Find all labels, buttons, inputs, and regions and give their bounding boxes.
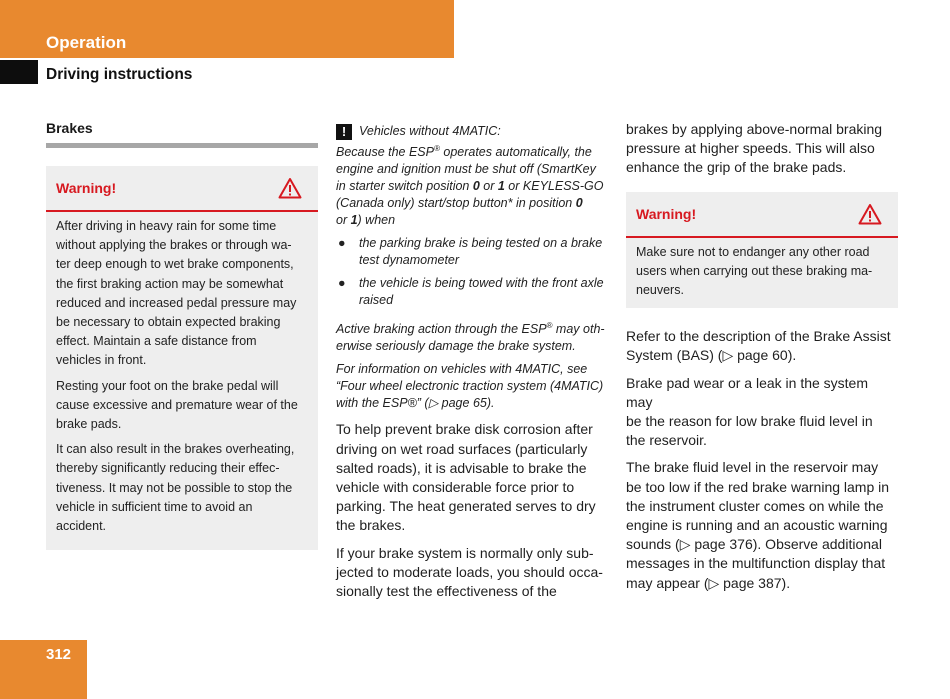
warning-title: Warning! bbox=[56, 180, 117, 196]
body-text bbox=[626, 327, 898, 593]
page-number: 312 bbox=[46, 646, 72, 663]
body-paragraph: Brake pad wear or a leak in the system may be the reason for low brake fluid level in the reservoir. bbox=[626, 374, 873, 449]
column-left bbox=[46, 120, 318, 550]
warning-box-rain bbox=[46, 166, 318, 550]
list-item: ● the parking brake is being tested on a brake test dynamometer bbox=[338, 236, 603, 268]
warning-body bbox=[626, 238, 898, 309]
body-text bbox=[336, 420, 608, 601]
warning-paragraph: It can also result in the brakes overheating, thereby significantly reducing their effec- tiveness. It may not be possible to stop the vehicle in sufficient time to avoid an accident. bbox=[56, 442, 295, 534]
warning-paragraph: Resting your foot on the brake pedal will cause excessive and premature wear of the brake pads. bbox=[56, 378, 298, 432]
section-heading-brakes: Brakes bbox=[46, 120, 318, 148]
bullet-icon: ● bbox=[338, 236, 346, 251]
column-right bbox=[626, 120, 898, 601]
body-paragraph: Refer to the description of the Brake Assist System (BAS) (▷ page 60). bbox=[626, 328, 891, 364]
warning-triangle-icon bbox=[858, 203, 882, 225]
warning-header bbox=[626, 192, 898, 238]
warning-body bbox=[46, 212, 318, 550]
warning-triangle-icon bbox=[278, 177, 302, 199]
subsection-title: Driving instructions bbox=[46, 66, 193, 83]
body-paragraph: The brake fluid level in the reservoir may be too low if the red brake warning lamp in the instrument cluster comes on while the engine is running and an acoustic warning sounds (▷ page 376). Observe additional messages in the multifunction display that may appear (▷ page 387). bbox=[626, 459, 890, 591]
list-item: ● the vehicle is being towed with the front axle raised bbox=[338, 276, 604, 308]
body-paragraph: If your brake system is normally only sub- jected to moderate loads, you should occa- sionally test the effectiveness of the bbox=[336, 544, 603, 599]
warning-header bbox=[46, 166, 318, 212]
note-block bbox=[336, 123, 608, 412]
warning-title: Warning! bbox=[636, 205, 697, 222]
note-4matic-reference: For information on vehicles with 4MATIC, see “Four wheel electronic traction system (4MATIC) with the ESP®” (▷ page 65). bbox=[336, 362, 604, 411]
section-title: Operation bbox=[46, 33, 127, 52]
body-paragraph: brakes by applying above-normal braking pressure at higher speeds. This will also enhance the grip of the brake pads. bbox=[626, 121, 883, 176]
warning-paragraph: Make sure not to endanger any other road users when carrying out these braking ma- neuvers. bbox=[636, 244, 873, 298]
note-bullet-list bbox=[336, 235, 608, 309]
warning-box-braking bbox=[626, 192, 898, 309]
body-paragraph: To help prevent brake disk corrosion after driving on wet road surfaces (particularly salted roads), it is advisable to brake the vehicle with considerable force prior to parking. The heat generated serves to dry the brakes. bbox=[336, 421, 596, 534]
subsection-marker bbox=[0, 60, 38, 84]
warning-paragraph: After driving in heavy rain for some time without applying the brakes or through wa- ter deep enough to wet brake components, the first braking action may be somewhat reduced and increased pedal pressure may be necessary to obtain expected braking effect. Maintain a safe distance from vehicles in front. bbox=[56, 219, 297, 368]
page-number-tab bbox=[0, 640, 87, 699]
note-active-braking: Active braking action through the ESP® may oth- erwise seriously damage the brake system. bbox=[336, 321, 605, 354]
note-intro: ! Vehicles without 4MATIC: Because the ESP® operates automatically, the engine and ignition must be shut off (SmartKey in starter switch position 0 or 1 or KEYLESS-GO (Canada only) start/stop button* in position 0 or 1) when bbox=[336, 123, 604, 228]
exclamation-icon: ! bbox=[336, 124, 352, 140]
bullet-icon: ● bbox=[338, 276, 346, 291]
column-middle bbox=[336, 123, 608, 609]
body-text bbox=[626, 120, 898, 178]
